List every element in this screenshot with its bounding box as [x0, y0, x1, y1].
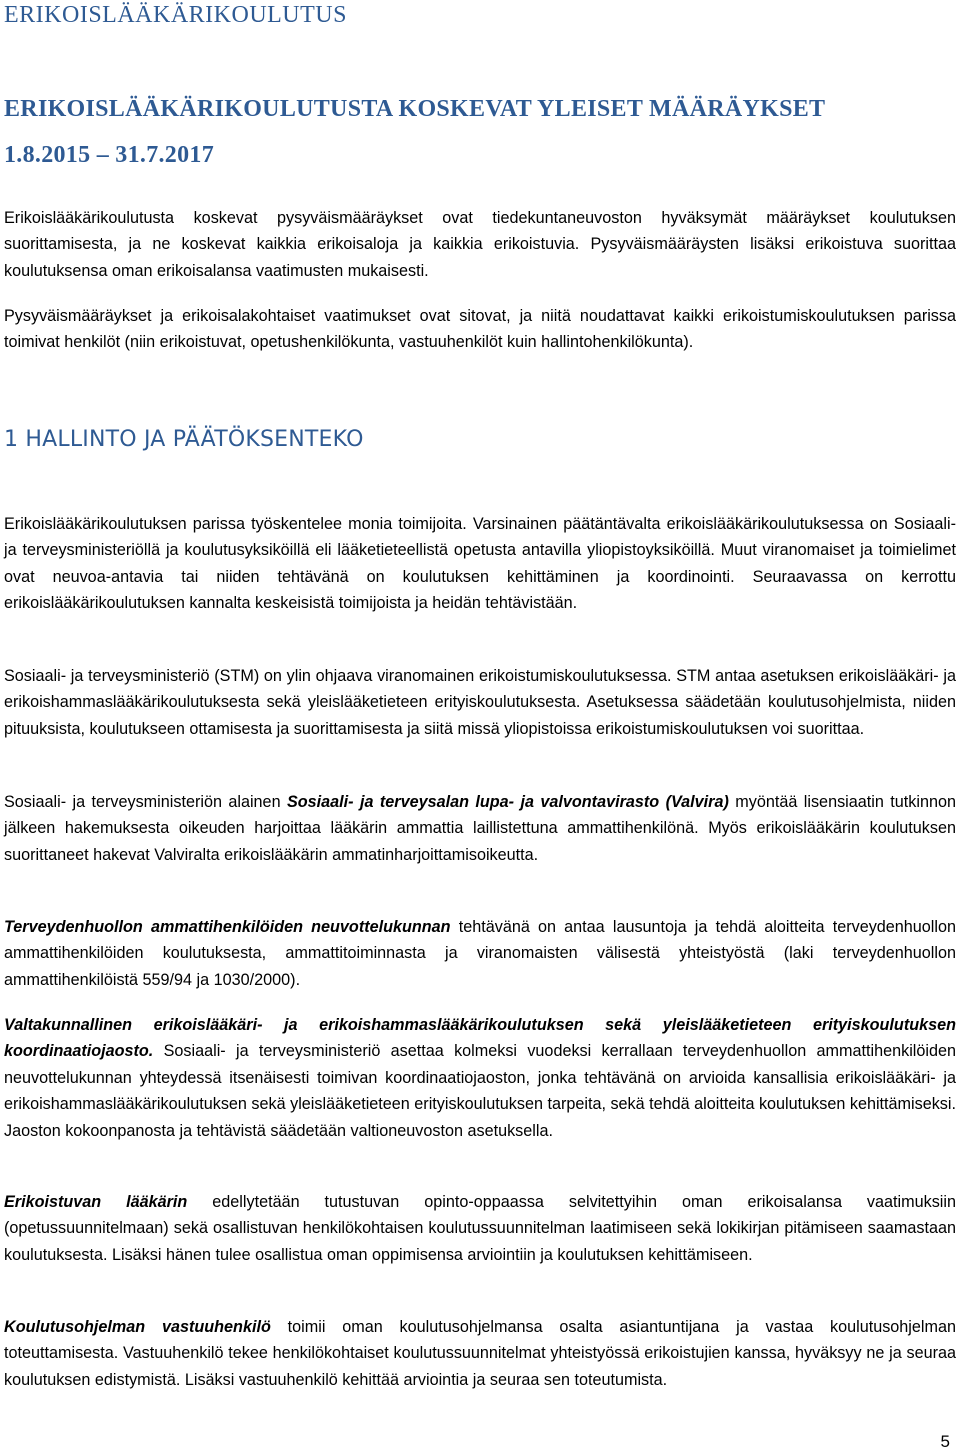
paragraph-koordinaatiojaosto — [4, 1012, 956, 1144]
paragraph-valvira-bold: Sosiaali- ja terveysalan lupa- ja valvontavirasto (Valvira) — [286, 793, 729, 811]
paragraph-koordinaatiojaosto-bold: Valtakunnallinen erikoislääkäri- ja erikoishammaslääkärikoulutuksen sekä yleislääketieteen erityiskoulutuksen koordinaatiojaosto. — [4, 1016, 956, 1061]
paragraph-vastuuhenkilo — [4, 1314, 956, 1393]
document-subtitle: ERIKOISLÄÄKÄRIKOULUTUSTA KOSKEVAT YLEISET MÄÄRÄYKSET 1.8.2015 – 31.7.2017 — [4, 96, 825, 168]
paragraph-erikoistuva-bold: Erikoistuvan lääkärin — [4, 1193, 188, 1211]
section-heading: 1 HALLINTO JA PÄÄTÖKSENTEKO — [4, 427, 364, 452]
paragraph-erikoistuva — [4, 1189, 956, 1268]
paragraph-neuvottelukunta-post: tehtävänä on antaa lausuntoja ja tehdä aloitteita terveydenhuollon ammattihenkilöiden koulutuksesta, ammattitoiminnasta ja viranomaisten välisestä yhteistyöstä (laki terveydenhuollon ammattihenkilöistä 559/94 ja 1030/2000). — [4, 918, 957, 989]
intro-paragraph-2: Pysyväismääräykset ja erikoisalakohtaiset vaatimukset ovat sitovat, ja niitä noudattavat kaikki erikoistumiskoulutuksen parissa toimivat henkilöt (niin erikoistuvat, opetushenkilökunta, vastuuhenkilöt kuin hallintohenkilökunta). — [4, 307, 956, 352]
document-title: ERIKOISLÄÄKÄRIKOULUTUS — [4, 2, 347, 28]
paragraph-neuvottelukunta-bold: Terveydenhuollon ammattihenkilöiden neuvottelukunnan — [4, 918, 451, 936]
paragraph-valvira-post: myöntää lisensiaatin tutkinnon jälkeen hakemuksesta oikeuden harjoittaa lääkärin ammattia laillistettuna ammattihenkilönä. Myös erikoislääkärin koulutuksen suorittaneet hakevat Valviralta erikoislääkärin ammatinharjoittamisoikeutta. — [4, 793, 956, 864]
paragraph-stm: Sosiaali- ja terveysministeriö (STM) on ylin ohjaava viranomainen erikoistumiskoulutuksessa. STM antaa asetuksen erikoislääkäri- ja erikoishammaslääkärikoulutuksesta sekä yleislääketieteen erityiskoulutuksesta. Asetuksessa säädetään koulutusohjelmista, niiden pituuksista, koulutukseen ottamisesta ja suorittamisesta ja siitä missä yliopistoissa erikoistumiskoulutuksen voi suorittaa. — [4, 667, 956, 738]
paragraph-erikoistuva-post: edellytetään tutustuvan opinto-oppaassa selvitettyihin oman erikoisalansa vaatimuksiin (opetussuunnitelmaan) sekä osallistuvan henkilökohtaisen koulutussuunnitelman laatimiseen sekä lokikirjan pitämiseen saamastaan koulutuksesta. Lisäksi hänen tulee osallistua oman oppimisensa arviointiin ja koulutuksen kehittämiseen. — [4, 1193, 956, 1264]
paragraph-toimijat: Erikoislääkärikoulutuksen parissa työskentelee monia toimijoita. Varsinainen päätäntävalta erikoislääkärikoulutuksessa on Sosiaali- ja terveysministeriöllä ja koulutusyksiköillä eli lääketieteellistä opetusta antavilla yliopistoyksiköillä. Muut viranomaiset ja toimielimet ovat neuvoa-antavia tai niiden tehtävänä on koulutuksen kehittäminen ja koordinointi. Seuraavassa on kerrottu erikoislääkärikoulutuksen kannalta keskeisistä toimijoista ja heidän tehtävistään. — [4, 515, 956, 613]
paragraph-vastuuhenkilo-bold: Koulutusohjelman vastuuhenkilö — [4, 1318, 271, 1336]
intro-paragraph-1: Erikoislääkärikoulutusta koskevat pysyväismääräykset ovat tiedekuntaneuvoston hyväksymät määräykset koulutuksen suorittamisesta, ja ne koskevat kaikkia erikoisaloja ja kaikkia erikoistuvia. Pysyväismääräysten lisäksi erikoistuva suorittaa koulutuksensa oman erikoisalansa vaatimusten mukaisesti. — [4, 209, 956, 280]
paragraph-koordinaatiojaosto-post: Sosiaali- ja terveysministeriö asettaa kolmeksi vuodeksi kerrallaan terveydenhuollon ammattihenkilöiden neuvottelukunnan yhteydessä itsenäisesti toimivan koordinaatiojaoston, jonka tehtävänä on arvioida kansallisia erikoislääkäri- ja erikoishammaslääkärikoulutuksen sekä yleislääketieteen erityiskoulutuksen tarpeita, sekä tehdä aloitteita koulutuksen kehittämiseksi. Jaoston kokoonpanosta ja tehtävistä säädetään valtioneuvoston asetuksella. — [4, 1042, 956, 1140]
paragraph-valvira — [4, 789, 956, 868]
page-number: 5 — [940, 1432, 950, 1451]
paragraph-vastuuhenkilo-post: toimii oman koulutusohjelmansa osalta asiantuntijana ja vastaa koulutusohjelman toteuttamisesta. Vastuuhenkilö tekee henkilökohtaiset koulutussuunnitelmat yhteistyössä erikoistujien kanssa, hyväksyy ne ja seuraa koulutuksen edistymistä. Lisäksi vastuuhenkilö kehittää arviointia ja seuraa sen toteutumista. — [4, 1318, 956, 1389]
paragraph-neuvottelukunta — [4, 914, 956, 993]
paragraph-valvira-pre: Sosiaali- ja terveysministeriön alainen — [4, 793, 287, 811]
